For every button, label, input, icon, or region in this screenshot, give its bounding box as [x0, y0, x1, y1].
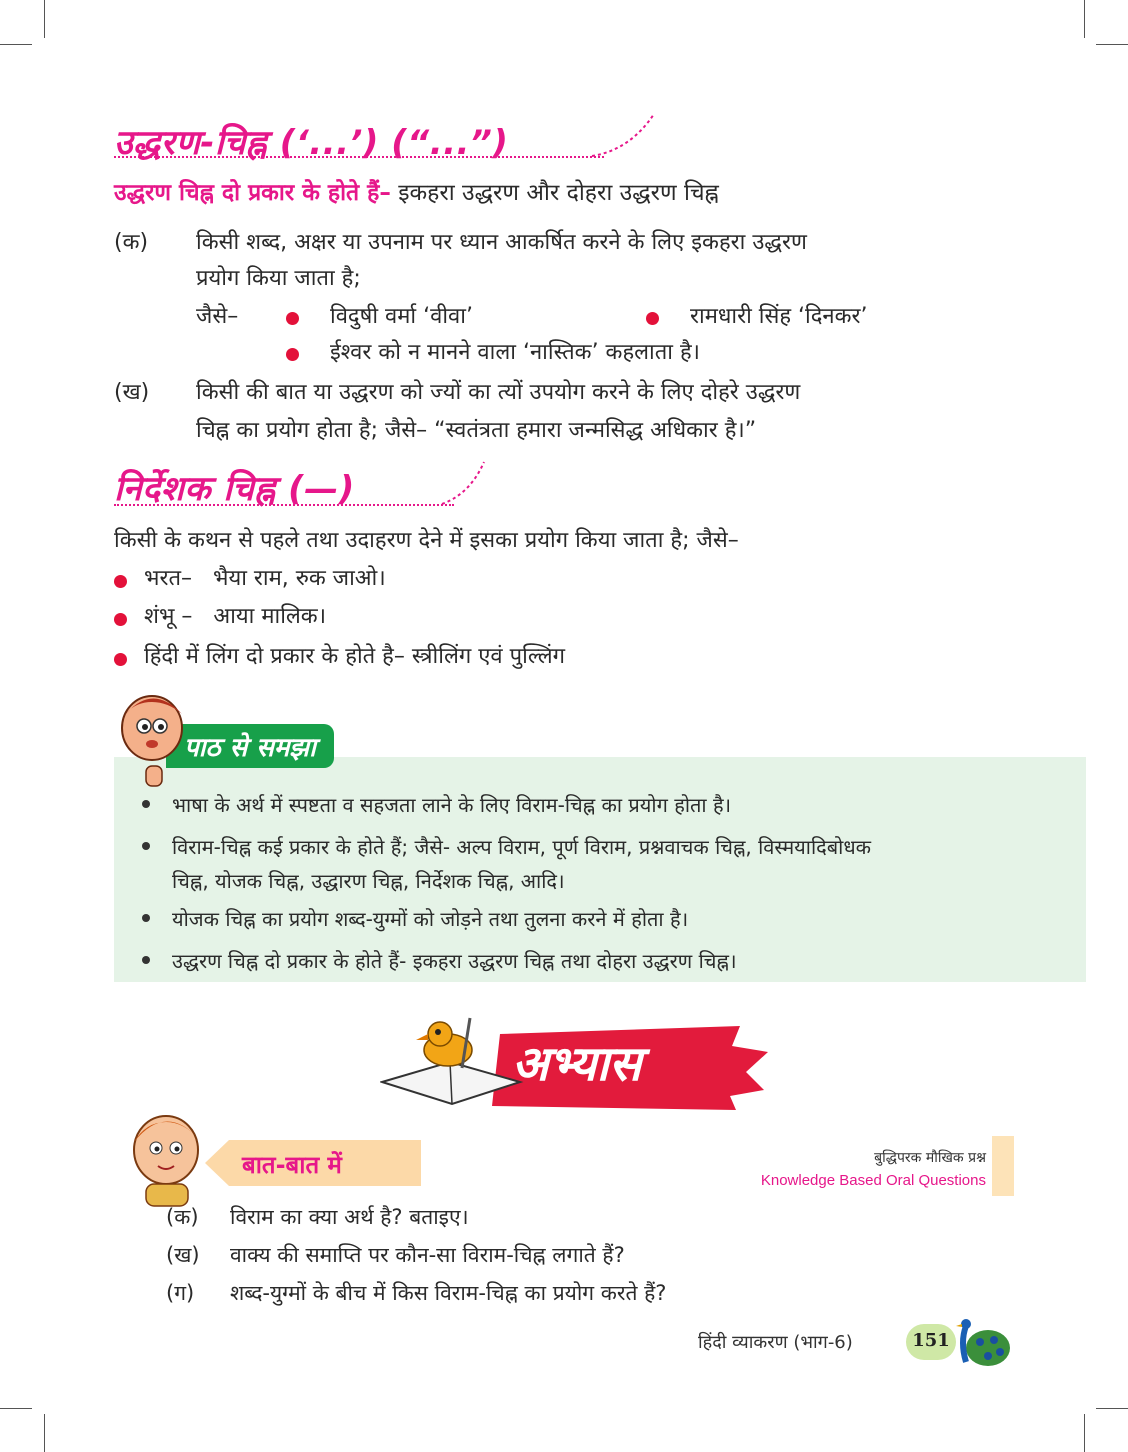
kha-line-2: चिह्न का प्रयोग होता है; जैसे– “स्वतंत्रता हमारा जन्मसिद्ध अधिकार है।” [196, 418, 757, 443]
ka-line-1: किसी शब्द, अक्षर या उपनाम पर ध्यान आकर्षित करने के लिए इकहरा उद्धरण [196, 230, 807, 255]
oral-questions-english: Knowledge Based Oral Questions [760, 1172, 986, 1189]
child-mascot-icon [124, 1108, 214, 1208]
example-label: जैसे– [196, 304, 239, 329]
bullet-icon [142, 956, 150, 964]
bullet-icon [142, 800, 150, 808]
heading-swoosh [440, 458, 490, 508]
page-number: 151 [912, 1330, 950, 1351]
dash-example-1: भरत– भैया राम, रुक जाओ। [144, 566, 386, 591]
crop-mark [1084, 1414, 1085, 1452]
summary-point-2: विराम-चिह्न कई प्रकार के होते हैं; जैसे- अल्प विराम, पूर्ण विराम, प्रश्नवाचक चिह्न, विस्मयादिबोधक [172, 835, 872, 859]
section-heading-quotation: उद्धरण-चिह्न (‘...’) (“...”) [114, 123, 509, 163]
peacock-icon [952, 1312, 1012, 1370]
bullet-icon [114, 613, 127, 626]
bullet-icon [142, 914, 150, 922]
bullet-icon [646, 312, 659, 325]
question-text: वाक्य की समाप्ति पर कौन-सा विराम-चिह्न लगाते हैं? [230, 1243, 625, 1267]
heading-underline [114, 504, 454, 506]
bullet-icon [142, 842, 150, 850]
ka-line-2: प्रयोग किया जाता है; [196, 266, 361, 291]
kha-label: (ख) [114, 380, 150, 405]
crop-mark [0, 1408, 32, 1409]
summary-point-4: उद्धरण चिह्न दो प्रकार के होते हैं- इकहरा उद्धरण चिह्न तथा दोहरा उद्धरण चिह्न। [172, 949, 737, 973]
example-2: रामधारी सिंह ‘दिनकर’ [690, 304, 868, 329]
oral-questions-tag: बात-बात में [242, 1151, 342, 1179]
quotation-intro-bold: उद्धरण चिह्न दो प्रकार के होते हैं– [114, 180, 391, 206]
crop-mark [44, 1414, 45, 1452]
quotation-intro [114, 176, 719, 210]
example-3: ईश्वर को न मानने वाला ‘नास्तिक’ कहलाता है। [330, 340, 700, 365]
bullet-icon [114, 575, 127, 588]
crop-mark [0, 44, 32, 45]
example-1: विदुषी वर्मा ‘वीवा’ [330, 304, 473, 329]
heading-underline [114, 156, 604, 158]
question-text: विराम का क्या अर्थ है? बताइए। [230, 1205, 469, 1229]
crop-mark [1084, 0, 1085, 38]
practice-banner-title: अभ्यास [512, 1036, 642, 1092]
question-label: (ख) [166, 1243, 200, 1267]
dash-example-3: हिंदी में लिंग दो प्रकार के होते है– स्त्रीलिंग एवं पुल्लिंग [144, 644, 566, 669]
bullet-icon [286, 348, 299, 361]
question-label: (क) [166, 1205, 199, 1229]
oral-questions-hindi: बुद्धिपरक मौखिक प्रश्न [874, 1150, 986, 1166]
bullet-icon [286, 312, 299, 325]
dash-example-2: शंभू – आया मालिक। [144, 604, 327, 629]
quotation-intro-rest: इकहरा उद्धरण और दोहरा उद्धरण चिह्न [398, 180, 719, 206]
crop-mark [44, 0, 45, 38]
summary-tag: पाठ से समझा [166, 724, 334, 768]
question-label: (ग) [166, 1281, 195, 1305]
bullet-icon [114, 653, 127, 666]
side-accent-bar [992, 1136, 1014, 1196]
question-text: शब्द-युग्मों के बीच में किस विराम-चिह्न का प्रयोग करते हैं? [230, 1281, 667, 1305]
footer-book-title: हिंदी व्याकरण (भाग-6) [698, 1332, 853, 1353]
summary-point-2-cont: चिह्न, योजक चिह्न, उद्धारण चिह्न, निर्देशक चिह्न, आदि। [172, 869, 565, 893]
ka-label: (क) [114, 230, 149, 255]
dash-intro: किसी के कथन से पहले तथा उदाहरण देने में इसका प्रयोग किया जाता है; जैसे– [114, 528, 739, 553]
crop-mark [1096, 1408, 1128, 1409]
summary-point-3: योजक चिह्न का प्रयोग शब्द-युग्मों को जोड़ने तथा तुलना करने में होता है। [172, 907, 689, 931]
kha-line-1: किसी की बात या उद्धरण को ज्यों का त्यों उपयोग करने के लिए दोहरे उद्धरण [196, 380, 801, 405]
summary-point-1: भाषा के अर्थ में स्पष्टता व सहजता लाने के लिए विराम-चिह्न का प्रयोग होता है। [172, 793, 732, 817]
section-heading-dash: निर्देशक चिह्न (—) [114, 469, 355, 509]
heading-swoosh [590, 110, 660, 160]
boy-mascot-icon [112, 686, 192, 796]
crop-mark [1096, 44, 1128, 45]
